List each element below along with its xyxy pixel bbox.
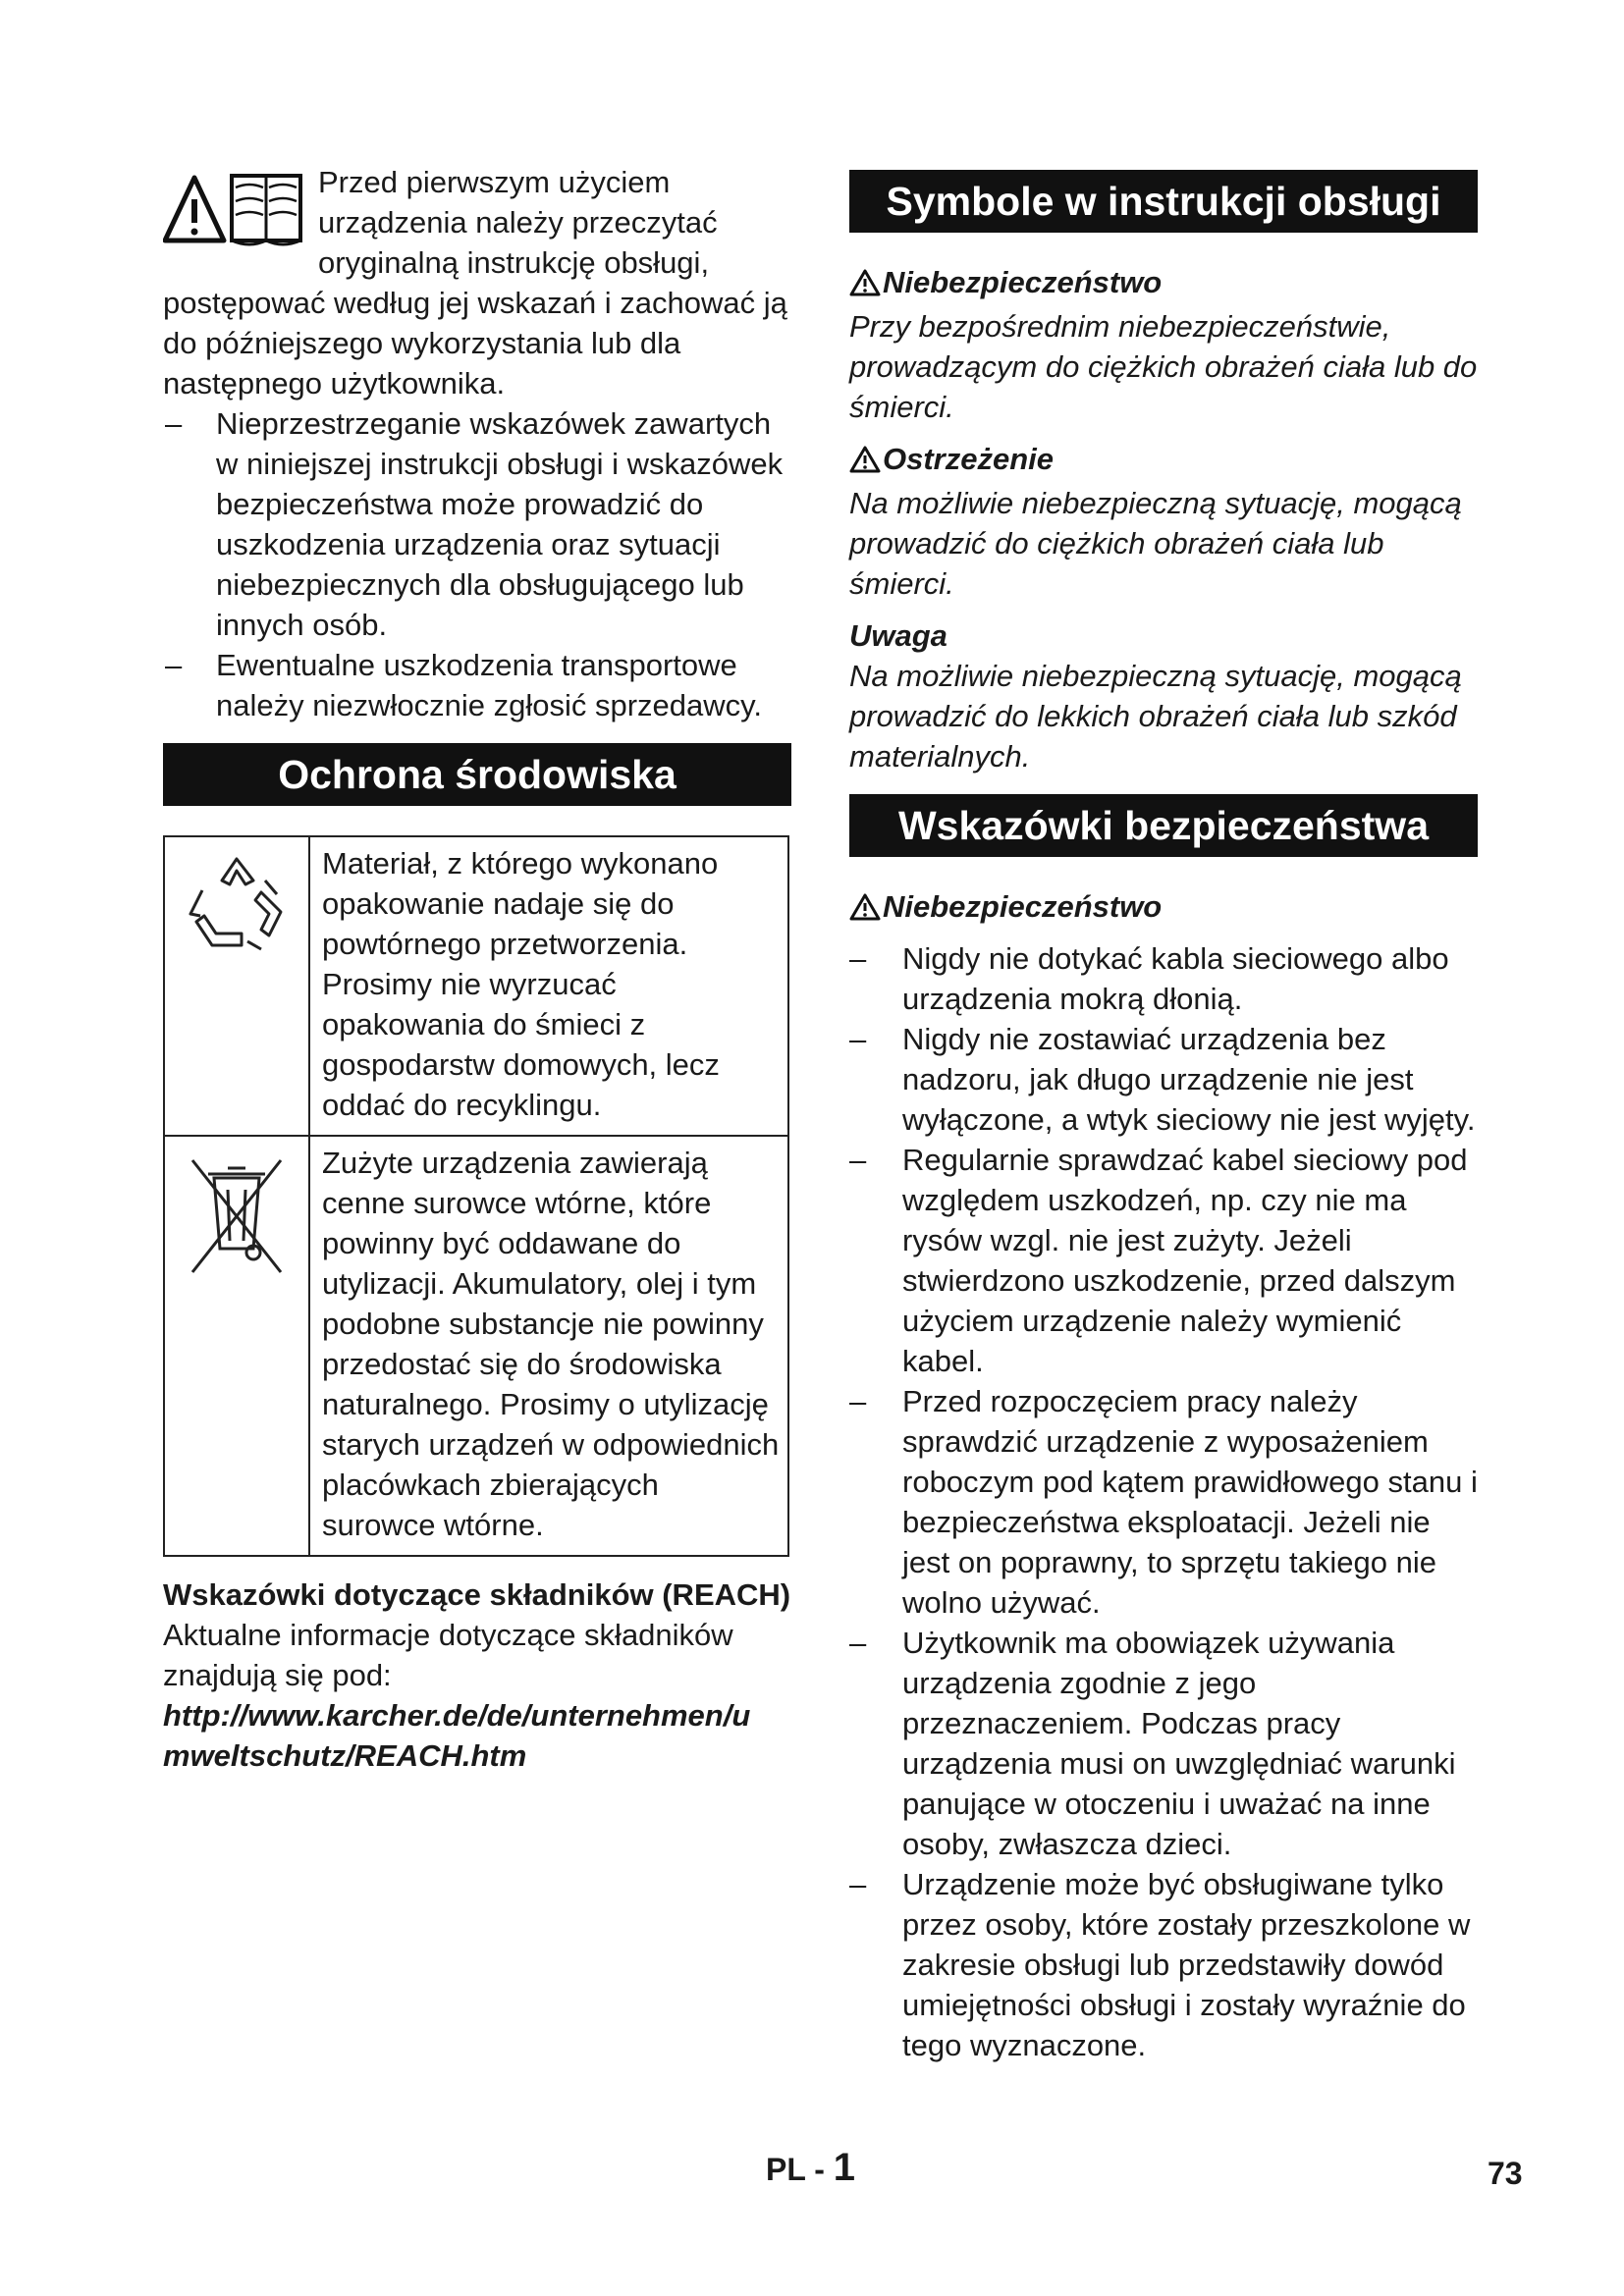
recycle-cell (164, 836, 309, 1136)
dash: – (165, 648, 183, 682)
env-table (163, 835, 789, 1557)
list-item (849, 1381, 1478, 1623)
list-item-text: Ewentualne uszkodzenia transportowe należy niezwłocznie zgłosić sprzedawcy. (216, 648, 762, 722)
warning-triangle-icon (849, 443, 881, 483)
env-section-title: Ochrona środowiska (163, 743, 791, 806)
symbol-text: Na możliwie niebezpieczną sytuację, mogącą prowadzić do ciężkich obrażeń ciała lub śmierci. (849, 486, 1462, 601)
safety-list (849, 938, 1478, 2065)
symbol-text: Na możliwie niebezpieczną sytuację, mogącą prowadzić do lekkich obrażeń ciała lub szkód materialnych. (849, 659, 1462, 774)
list-item-text: Nigdy nie zostawiać urządzenia bez nadzoru, jak długo urządzenie nie jest wyłączone, a wtyk sieciowy nie jest wyjęty. (902, 1022, 1476, 1137)
page-number: 73 (1488, 2156, 1523, 2191)
warning-triangle-icon (849, 266, 881, 306)
intro-list (163, 403, 791, 725)
list-item-text: Regularnie sprawdzać kabel sieciowy pod względem uszkodzeń, np. czy nie ma rysów wzgl. nie jest zużyty. Jeżeli stwierdzono uszkodzenie, przed dalszym użyciem urządzenie należy wymienić kabel. (902, 1143, 1468, 1378)
table-row (164, 836, 788, 1136)
safety-heading (849, 886, 1478, 931)
list-item (849, 938, 1478, 1019)
intro (163, 162, 791, 403)
env-row-text: Materiał, z którego wykonano opakowanie nadaje się do powtórnego przetworzenia. Prosimy nie wyrzucać opakowania do śmieci z gospodarstw domowych, lecz oddać do recyklingu. (309, 836, 788, 1136)
list-item (163, 645, 791, 725)
symbol-heading (849, 615, 1478, 656)
reach-heading: Wskazówki dotyczące składników (REACH) (163, 1577, 791, 1612)
dash: – (849, 1867, 867, 1901)
list-item-text: Nieprzestrzeganie wskazówek zawartych w niniejszej instrukcji obsługi i wskazówek bezpieczeństwa może prowadzić do uszkodzenia urządzenia oraz sytuacji niebezpiecznych dla obsługującego lub innych osób. (216, 406, 784, 642)
symbol-heading (849, 262, 1478, 306)
list-item (849, 1864, 1478, 2065)
symbol-heading (849, 439, 1478, 483)
list-item (163, 403, 791, 645)
list-item-text: Urządzenie może być obsługiwane tylko przez osoby, które zostały przeszkolone w zakresie obsługi lub przedstawiły dowód umiejętności obsługi i zostały wyraźnie do tego wyznaczone. (902, 1867, 1471, 2062)
reach-link[interactable]: http://www.karcher.de/de/unternehmen/umweltschutz/REACH.htm (163, 1698, 751, 1773)
safety-section-title: Wskazówki bezpieczeństwa (849, 794, 1478, 857)
footer-section-page: 1 (833, 2146, 855, 2189)
dash: – (849, 1384, 867, 1418)
dash: – (849, 1626, 867, 1660)
symbol-text: Przy bezpośrednim niebezpieczeństwie, prowadzącym do ciężkich obrażeń ciała lub do śmierci. (849, 309, 1478, 424)
list-item-text: Użytkownik ma obowiązek używania urządzenia zgodnie z jego przeznaczeniem. Podczas pracy urządzenia musi on uwzględniać warunki panujące w otoczeniu i uważać na inne osoby, zwłaszcza dzieci. (902, 1626, 1456, 1861)
dash: – (849, 1022, 867, 1056)
intro-text: Przed pierwszym użyciem urządzenia należy przeczytać oryginalną instrukcję obsługi, postępować według jej wskazań i zachować ją do późniejszego wykorzystania lub dla następnego użytkownika. (163, 165, 787, 400)
footer-lang: PL - (766, 2152, 825, 2187)
right-column (849, 162, 1478, 2065)
weee-cell (164, 1136, 309, 1556)
dash: – (849, 1143, 867, 1177)
list-item (849, 1140, 1478, 1381)
warning-triangle-icon (849, 890, 881, 931)
symbol-heading-text: Ostrzeżenie (883, 442, 1055, 476)
table-row (164, 1136, 788, 1556)
env-row-text: Zużyte urządzenia zawierają cenne surowce wtórne, które powinny być oddawane do utylizacji. Akumulatory, olej i tym podobne substancje nie powinny przedostać się do środowiska naturalnego. Prosimy o utylizację starych urządzeń w odpowiednich placówkach zbierających surowce wtórne. (309, 1136, 788, 1556)
reach-text: Aktualne informacje dotyczące składników znajdują się pod: (163, 1618, 733, 1692)
list-item (849, 1623, 1478, 1864)
list-item-text: Przed rozpoczęciem pracy należy sprawdzić urządzenie z wyposażeniem roboczym pod kątem prawidłowego stanu i bezpieczeństwa eksploatacji. Jeżeli nie jest on poprawny, to sprzętu takiego nie wolno używać. (902, 1384, 1478, 1620)
footer-section-label (766, 2146, 855, 2190)
symbols-section-title: Symbole w instrukcji obsługi (849, 170, 1478, 233)
symbol-heading-text: Uwaga (849, 618, 947, 653)
dash: – (165, 406, 183, 441)
left-column (163, 162, 791, 1776)
safety-heading-text: Niebezpieczeństwo (883, 889, 1163, 924)
list-item-text: Nigdy nie dotykać kabla sieciowego albo urządzenia mokrą dłonią. (902, 941, 1449, 1016)
crossed-bin-icon (183, 1150, 291, 1278)
dash: – (849, 941, 867, 976)
recycle-icon (183, 851, 291, 959)
list-item (849, 1019, 1478, 1140)
symbol-heading-text: Niebezpieczeństwo (883, 265, 1163, 299)
warning-manual-icon (163, 170, 308, 250)
